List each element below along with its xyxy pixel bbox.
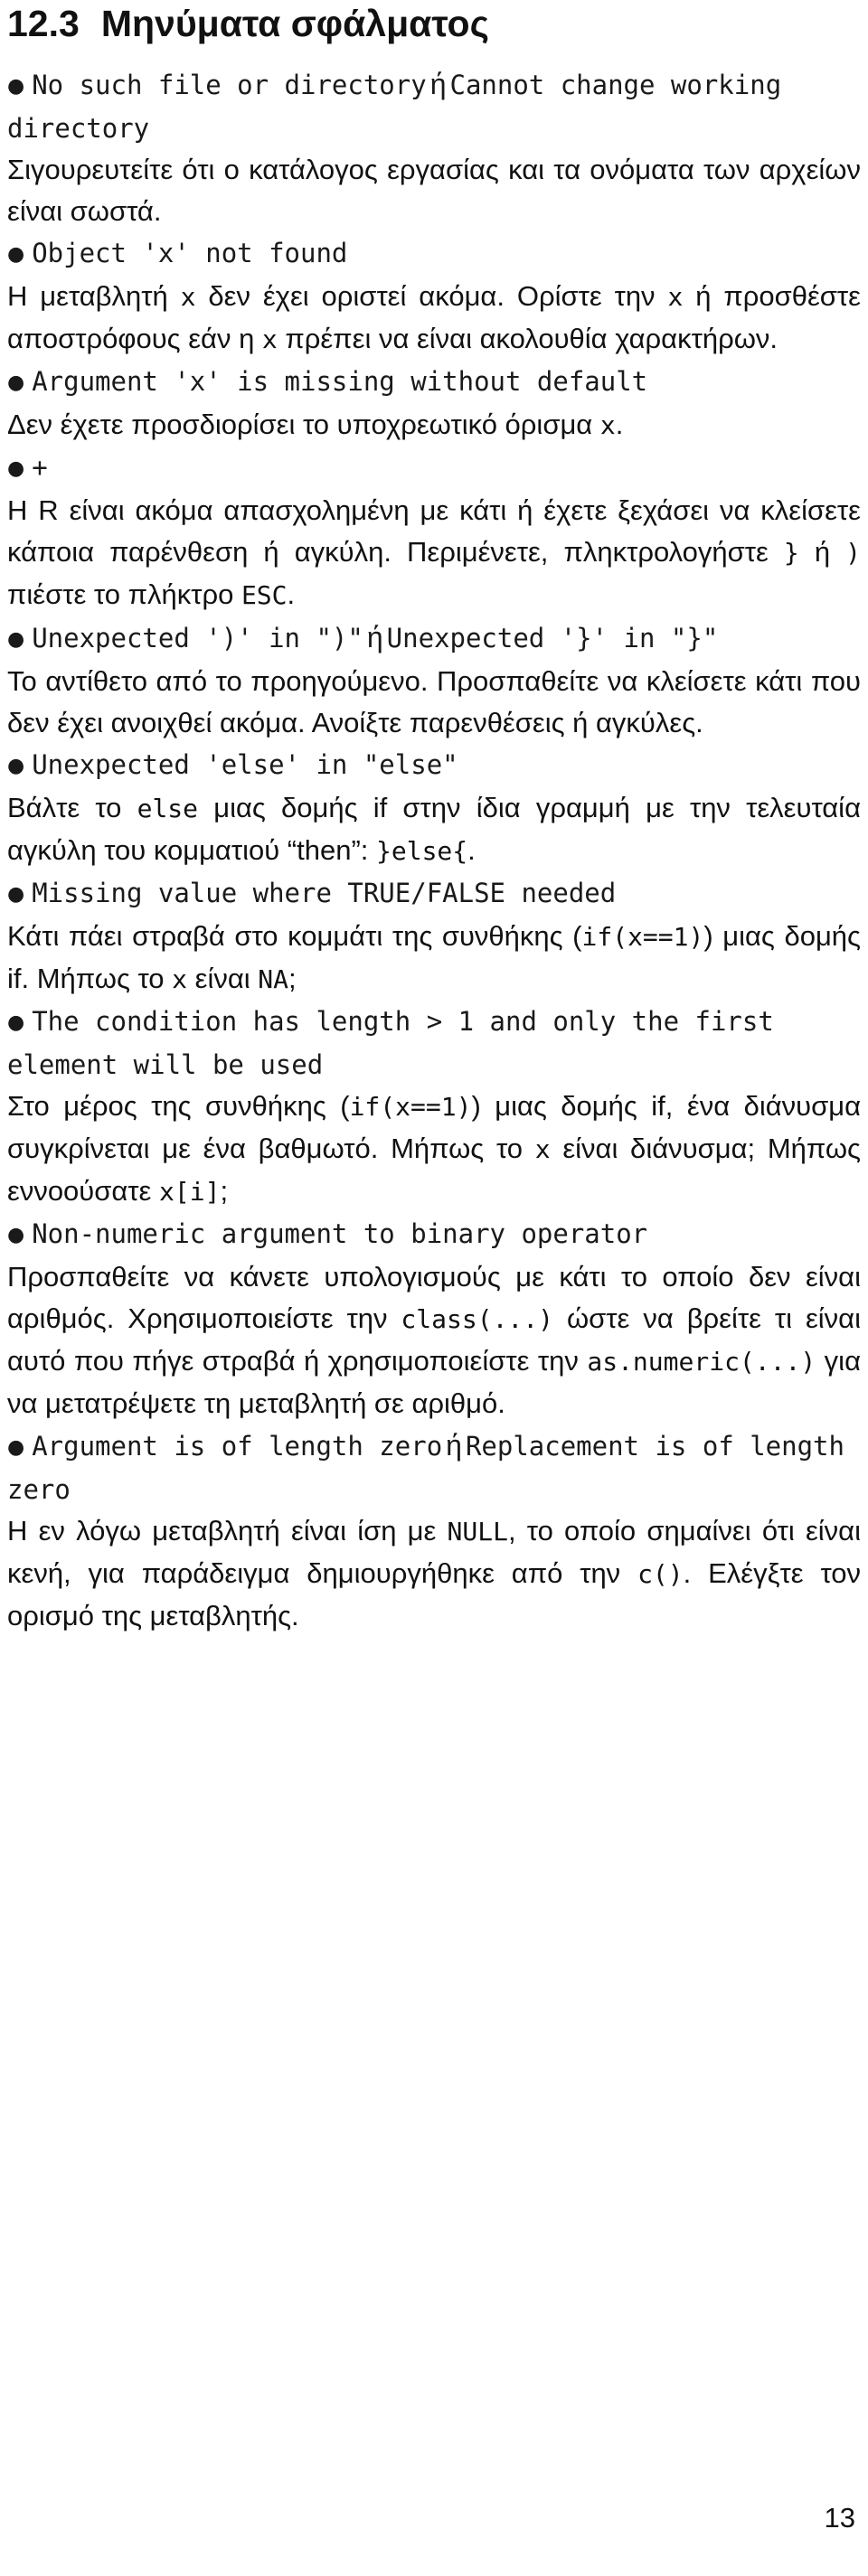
error-explanation [7, 490, 861, 616]
error-message-text: No such file or directory [32, 70, 427, 100]
error-message-text: Unexpected 'else' in "else" [32, 749, 458, 780]
explanation-text: ή [798, 536, 846, 568]
bullet-icon: ● [7, 883, 25, 906]
error-explanation [7, 1510, 861, 1637]
inline-code: if(x==1) [349, 1092, 472, 1122]
inline-code: x [599, 410, 616, 440]
inline-code: if(x==1) [581, 922, 704, 952]
inline-code: }else{ [376, 836, 468, 866]
inline-code: x [667, 282, 684, 312]
error-explanation [7, 787, 861, 872]
error-explanation [7, 1256, 861, 1424]
inline-code: class(...) [401, 1304, 553, 1334]
bullet-icon: ● [7, 1436, 25, 1459]
error-message-text: The condition has length > 1 and only the first element will be used [7, 1006, 774, 1080]
inline-code: ESC [241, 580, 288, 610]
bullet-icon: ● [7, 457, 25, 480]
explanation-text: Η εν λόγω μεταβλητή είναι ίση με [7, 1515, 448, 1547]
inline-code: x [180, 282, 196, 312]
or-separator: ή [366, 621, 383, 653]
error-message-header [7, 361, 861, 404]
error-explanation [7, 661, 861, 744]
explanation-text: Σιγουρευτείτε ότι ο κατάλογος εργασίας και τα ονόματα των αρχείων είναι σωστά. [7, 154, 861, 227]
error-entry [7, 872, 861, 1001]
or-separator: ή [429, 68, 447, 100]
explanation-text: . [467, 834, 476, 866]
error-explanation [7, 916, 861, 1001]
explanation-text: , το οποίο σημαίνει ότι είναι κενή, για παράδειγμα δημιουργήθηκε από την [7, 1515, 861, 1589]
inline-code: x [261, 324, 278, 354]
explanation-text: . [287, 578, 296, 610]
document-page [7, 0, 861, 1637]
error-entry [7, 63, 861, 232]
inline-code: else [137, 794, 199, 823]
inline-code: x [172, 964, 188, 994]
error-message-header [7, 1424, 861, 1510]
error-entry [7, 1424, 861, 1637]
inline-code: NULL [447, 1517, 508, 1547]
explanation-text: Προσπαθείτε να κάνετε υπολογισμούς με κάτι το οποίο δεν είναι αριθμός. Χρησιμοποιείστε την [7, 1261, 861, 1334]
error-explanation [7, 149, 861, 232]
inline-code: } [783, 538, 799, 568]
error-message-header [7, 447, 861, 490]
explanation-text: Η R είναι ακόμα απασχολημένη με κάτι ή έχετε ξεχάσει να κλείσετε κάποια παρένθεση ή αγκύλη. Περιμένετε, πληκτρολογήστε [7, 494, 861, 568]
error-message-text: Missing value where TRUE/FALSE needed [32, 878, 617, 908]
explanation-text: ) μιας δομής if, ένα διάνυσμα συγκρίνεται με ένα βαθμωτό. Μήπως το [7, 1090, 862, 1164]
explanation-text: πιέστε το πλήκτρο [7, 578, 241, 610]
error-message-text: Unexpected ')' in ")" [32, 623, 363, 653]
bullet-icon: ● [7, 75, 25, 98]
error-message-header [7, 1001, 861, 1086]
error-entry [7, 1001, 861, 1213]
section-number: 12.3 [7, 3, 80, 44]
bullet-icon: ● [7, 755, 25, 777]
inline-code: ) [845, 538, 862, 568]
explanation-text: Το αντίθετο από το προηγούμενο. Προσπαθείτε να κλείσετε κάτι που δεν έχει ανοιχθεί ακόμα. Ανοίξτε παρενθέσεις ή αγκύλες. [7, 665, 861, 738]
page-number: 13 [824, 2502, 855, 2534]
explanation-text: είναι διάνυσμα; Μήπως εννοούσατε [7, 1133, 861, 1207]
bullet-icon: ● [7, 243, 25, 266]
bullet-icon: ● [7, 628, 25, 651]
error-explanation [7, 1086, 861, 1213]
error-message-header [7, 616, 861, 661]
error-message-text: Argument 'x' is missing without default [32, 366, 648, 397]
explanation-text: ή προσθέστε αποστρόφους εάν η [7, 280, 861, 354]
inline-code: x[i] [159, 1177, 221, 1207]
error-message-text: + [32, 452, 48, 483]
explanation-text: Κάτι πάει στραβά στο κομμάτι της συνθήκης ( [7, 920, 582, 952]
inline-code: x [534, 1134, 551, 1164]
inline-code: c() [637, 1559, 684, 1589]
explanation-text: δεν έχει οριστεί ακόμα. Ορίστε την [195, 280, 668, 312]
error-message-text: Cannot change working directory [7, 70, 782, 144]
explanation-text: μιας δομής if στην ίδια γραμμή με την τελευταία αγκύλη του κομματιού “then”: [7, 792, 861, 866]
error-message-header [7, 63, 861, 149]
explanation-text: Δεν έχετε προσδιορίσει το υποχρεωτικό όρισμα [7, 409, 600, 440]
error-message-text: Non-numeric argument to binary operator [32, 1218, 648, 1249]
bullet-icon: ● [7, 1011, 25, 1034]
error-message-header [7, 872, 861, 916]
error-explanation [7, 276, 861, 361]
error-message-text: Object 'x' not found [32, 238, 348, 268]
error-entry [7, 616, 861, 744]
explanation-text: για να μετατρέψετε τη μεταβλητή σε αριθμό. [7, 1345, 861, 1419]
explanation-text: είναι [187, 963, 259, 994]
section-title: Μηνύματα σφάλματος [100, 3, 489, 44]
error-message-header [7, 744, 861, 787]
error-entry [7, 361, 861, 447]
error-message-header [7, 232, 861, 276]
error-message-text: Unexpected '}' in "}" [386, 623, 719, 653]
error-explanation [7, 404, 861, 447]
error-entry [7, 447, 861, 616]
explanation-text: ) μιας δομής if. Μήπως το [7, 920, 861, 994]
explanation-text: ώστε να βρείτε τι είναι αυτό που πήγε στραβά ή χρησιμοποιείστε την [7, 1302, 861, 1377]
inline-code: as.numeric(...) [587, 1347, 816, 1377]
error-message-list [7, 63, 861, 1637]
explanation-text: . [615, 409, 624, 440]
bullet-icon: ● [7, 1224, 25, 1246]
explanation-text: ; [288, 963, 297, 994]
bullet-icon: ● [7, 371, 25, 394]
error-message-text: Argument is of length zero [32, 1431, 443, 1462]
explanation-text: πρέπει να είναι ακολουθία χαρακτήρων. [277, 323, 778, 354]
error-message-header [7, 1213, 861, 1256]
error-entry [7, 232, 861, 361]
error-entry [7, 1213, 861, 1424]
inline-code: NA [258, 964, 288, 994]
section-heading [7, 0, 861, 45]
explanation-text: . Ελέγξτε τον ορισμό της μεταβλητής. [7, 1557, 861, 1631]
explanation-text: Βάλτε το [7, 792, 137, 823]
explanation-text: Στο μέρος της συνθήκης ( [7, 1090, 350, 1122]
error-entry [7, 744, 861, 872]
error-message-text: Replacement is of length zero [7, 1431, 844, 1505]
explanation-text: ; [220, 1175, 229, 1207]
explanation-text: Η μεταβλητή [7, 280, 181, 312]
or-separator: ή [446, 1429, 462, 1462]
